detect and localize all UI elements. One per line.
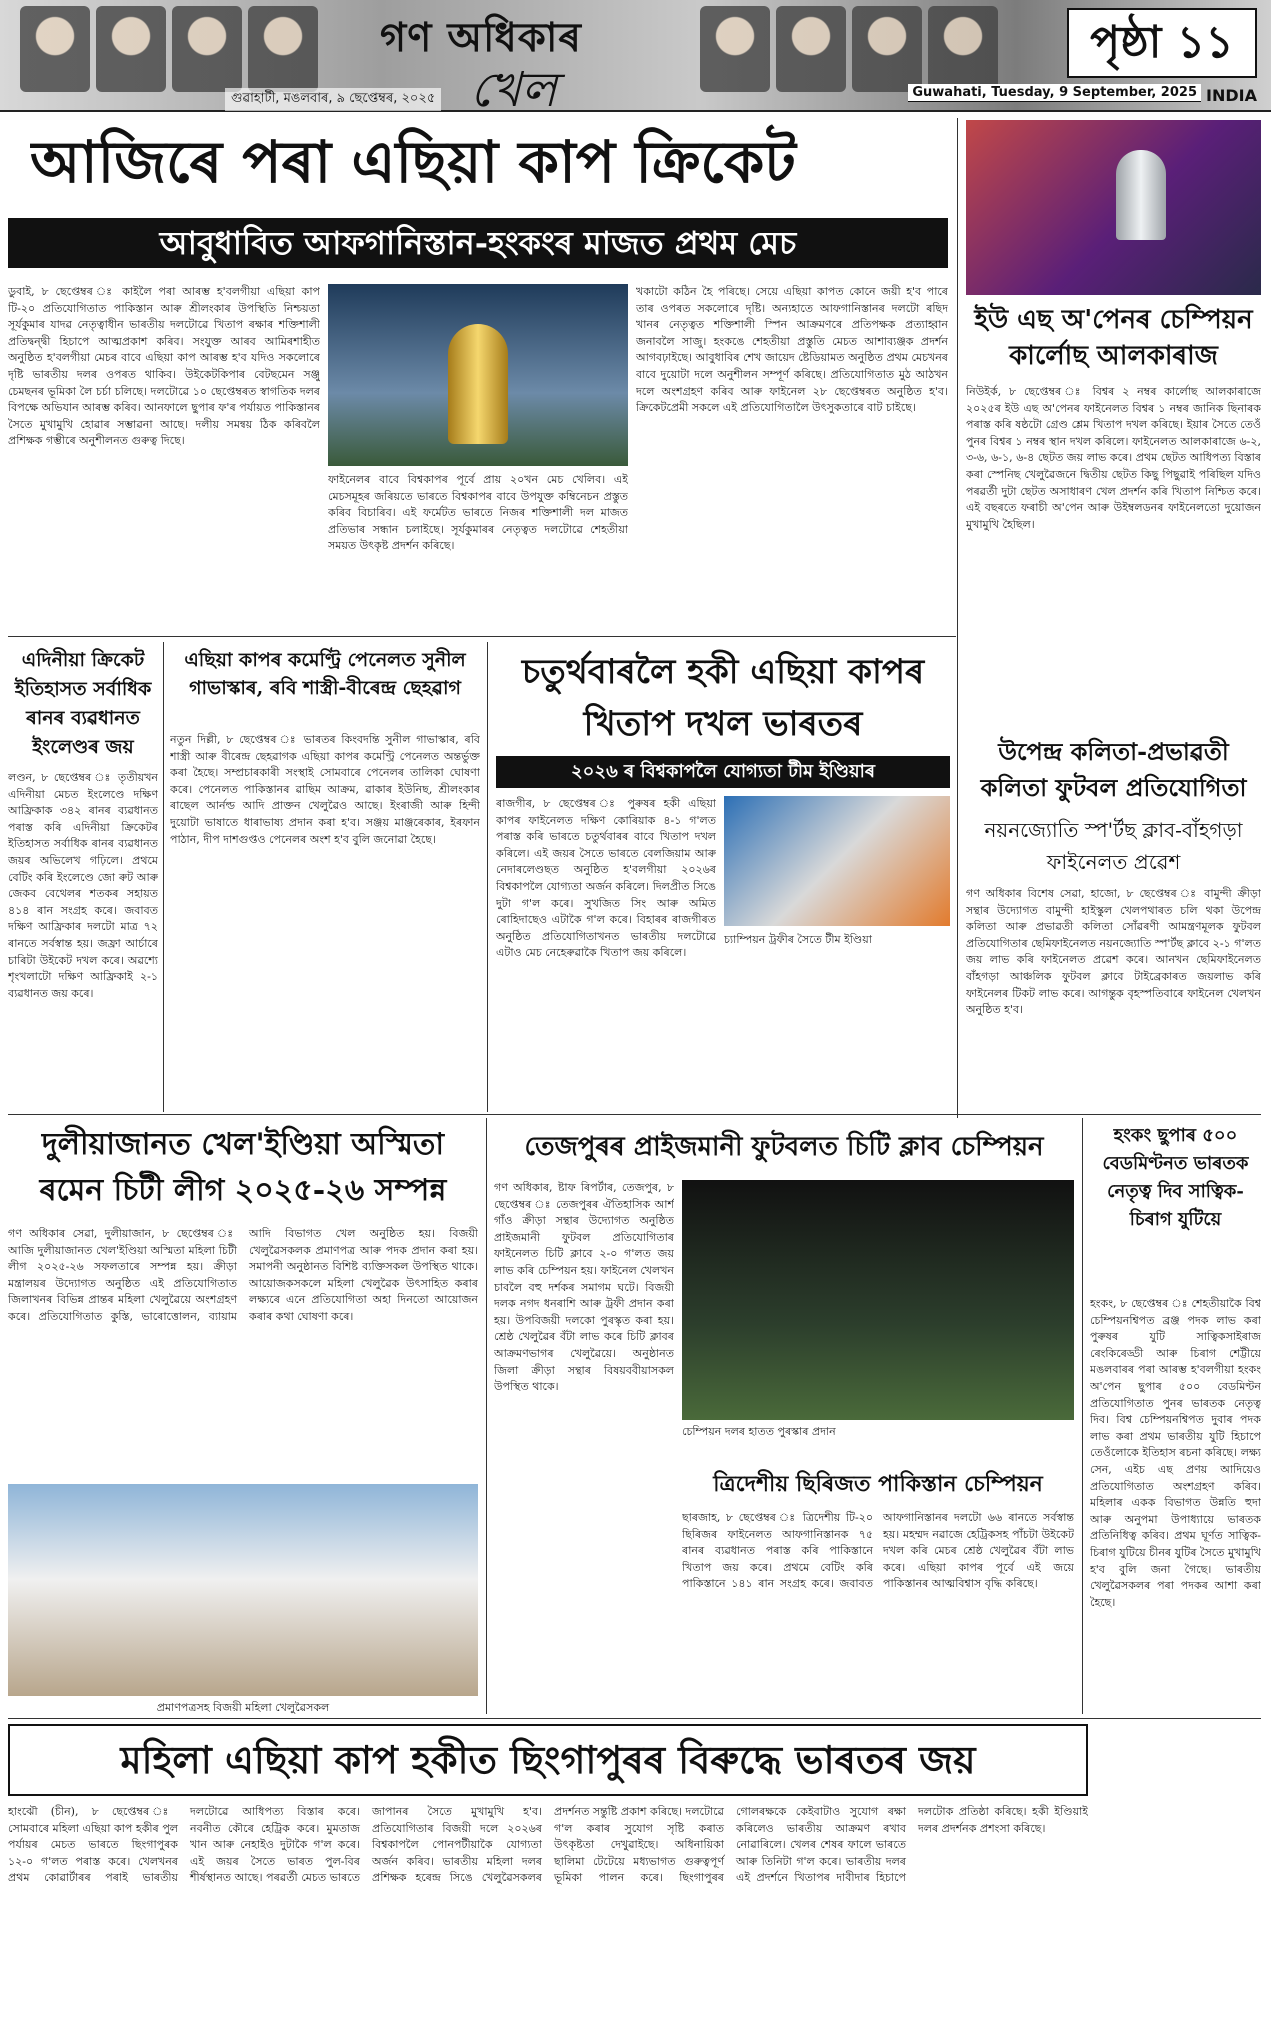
section-logo: খেল xyxy=(470,62,557,118)
duliajan-players-photo xyxy=(8,1484,478,1696)
section-divider xyxy=(8,636,956,637)
tournament-body: গণ অধিকাৰ বিশেষ সেৱা, হাজো, ৮ ছেপ্তেম্বৰ ঃ বামুন্দী ক্ৰীড়া সন্থাৰ উদ্যোগত বামুন্দী হাইস্কুল খেলপথাৰত চলি থকা উপেন্দ্ৰ কলিতা আৰু প্ৰভাৱতী কলিতা সোঁৱৰণী আমন্ত্ৰণমূলক ফুটবল প্ৰতিযোগিতাৰ ছেমিফাইনেলত নয়নজ্যোতি স্প'ৰ্টছ ক্লাবে ২-১ গ'লত জয় লাভ কৰি ফাইনেলত প্ৰৱেশ কৰে। আনখন ছেমিফাইনেলত বাঁহগড়া আঞ্চলিক ফুটবল ক্লাবে টাইব্ৰেকাৰত জয়লাভ কৰি ফাইনেলৰ টিকট লাভ কৰে। আগন্তুক বৃহস্পতিবাৰে ফাইনেল খেলখন অনুষ্ঠিত হ'ব। xyxy=(966,887,1261,1017)
trophy-icon xyxy=(1116,150,1166,240)
asia-cup-trophy-photo xyxy=(328,284,628,466)
duliajan-body: গণ অধিকাৰ সেৱা, দুলীয়াজান, ৮ ছেপ্তেম্বৰ ঃ আজি দুলীয়াজানত খেল'ইণ্ডিয়া অস্মিতা মহিলা চিটী লীগ ২০২৫-২৬ সফলতাৰে সম্পন্ন হয়। ক্ৰীড়া মন্ত্ৰালয়ৰ উদ্যোগত অনুষ্ঠিত এই প্ৰতিযোগিতাত জিলাখনৰ বিভিন্ন প্ৰান্তৰ মহিলা খেলুৱৈয়ে অংশগ্ৰহণ কৰে। প্ৰতিযোগিতাত কুস্তি, ভাৰোত্তোলন, ব্যায়াম আদি বিভাগত খেল অনুষ্ঠিত হয়। বিজয়ী খেলুৱৈসকলক প্ৰমাণপত্ৰ আৰু পদক প্ৰদান কৰা হয়। সমাপনী অনুষ্ঠানত বিশিষ্ট ব্যক্তিসকল উপস্থিত থাকে। আয়োজকসকলে মহিলা খেলুৱৈক উৎসাহিত কৰাৰ লক্ষ্যৰে এনে প্ৰতিযোগিতা অহা দিনতো আয়োজন কৰাৰ কথা ঘোষণা কৰে। xyxy=(8,1227,478,1323)
alcaraz-trophy-photo xyxy=(966,120,1261,295)
hockey-band: ২০২৬ ৰ বিশ্বকাপলৈ যোগ্যতা টীম ইণ্ডিয়াৰ xyxy=(496,756,950,788)
column-divider xyxy=(163,642,164,1112)
hockey-photo-caption: চ্যাম্পিয়ন ট্ৰফীৰ সৈতে টীম ইণ্ডিয়া xyxy=(724,933,872,946)
masthead-photo-2 xyxy=(96,6,166,92)
column-divider xyxy=(487,642,488,1112)
column-divider xyxy=(486,1118,487,1714)
column-divider xyxy=(957,118,958,1118)
section-divider xyxy=(8,1718,1261,1719)
lead-band: আবুধাবিত আফগানিস্তান-হংকংৰ মাজত প্ৰথম মেচ xyxy=(8,218,948,268)
tezpur-champions-photo xyxy=(682,1180,1074,1420)
section-divider xyxy=(8,1114,1261,1115)
masthead-photo-1 xyxy=(20,6,90,92)
pakistan-headline[interactable]: ত্ৰিদেশীয় ছিৰিজত পাকিস্তান চেম্পিয়ন xyxy=(713,1471,1043,1497)
women-hockey-headline-box xyxy=(8,1724,1088,1796)
tezpur-headline[interactable]: তেজপুৰৰ প্ৰাইজমানী ফুটবলত চিটি ক্লাব চেম্পিয়ন xyxy=(524,1132,1044,1162)
badminton-headline[interactable]: হংকং ছুপাৰ ৫০০ বেডমিণ্টনত ভাৰতক নেতৃত্ব দিব সাত্বিক-চিৰাগ যুটিয়ে xyxy=(1102,1125,1249,1230)
lead-column-3: খকাটো কঠিন হৈ পৰিছে। সেয়ে এছিয়া কাপত কোনে জয়ী হ'ব পাৰে তাৰ ওপৰত সকলোৰে দৃষ্টি। অন্যহাতে আফগানিস্তানৰ দলটো ৰছিদ খানৰ নেতৃত্বত শক্তিশালী স্পিন আক্ৰমণৰে প্ৰতিপক্ষক প্ৰত্যাহ্বান জনাবলৈ সাজু। হংকঙে শেহতীয়া প্ৰস্তুতি মেচত আশাব্যঞ্জক প্ৰদৰ্শন আগবঢ়াইছে। আবুধাবিৰ শেখ জায়েদ ষ্টেডিয়ামত অনুষ্ঠিত প্ৰথম মেচখনৰ বাবে দুয়োটা দলে অনুশীলন সম্পূৰ্ণ কৰিছে। প্ৰতিযোগিতাত মুঠ আঠখন দলে অংশগ্ৰহণ কৰিব আৰু ফাইনেল ২৮ ছেপ্তেম্বৰত অনুষ্ঠিত হ'ব। ক্ৰিকেটপ্ৰেমী সকলে এই প্ৰতিযোগিতালৈ উৎসুকতাৰে বাট চাইছে। xyxy=(636,285,948,415)
lead-photo-caption: ফাইনেলৰ বাবে বিশ্বকাপৰ পূৰ্বে প্ৰায় ২০খন মেচ খেলিব। এই মেচসমূহৰ জৰিয়তে ভাৰতে বিশ্বকাপৰ বাবে উপযুক্ত কম্বিনেচন প্ৰস্তুত কৰিব বিচাৰিব। এই ফৰ্মেটত ভাৰতে নিজৰ শক্তিশালী দল মাজত প্ৰতিভাৰ সন্ধান চলাইছে। সূৰ্যকুমাৰৰ নেতৃত্বত দলটোৱে শেহতীয়া সময়ত উৎকৃষ্ট প্ৰদৰ্শন কৰিছে। xyxy=(328,473,628,553)
women-hockey-headline[interactable]: মহিলা এছিয়া কাপ হকীত ছিংগাপুৰৰ বিৰুদ্ধে ভাৰতৰ জয় xyxy=(120,1737,976,1782)
masthead-photo-4 xyxy=(248,6,318,92)
newspaper-logo[interactable]: গণ অধিকাৰ xyxy=(380,14,582,61)
lead-column-1: ডুবাই, ৮ ছেপ্তেম্বৰ ঃ কাইলৈ পৰা আৰম্ভ হ'বলগীয়া এছিয়া কাপ টি-২০ প্ৰতিযোগিতাত পাকিস্তান আৰু শ্ৰীলংকাৰ উপস্থিতি নিশ্চয়তা সূৰ্যকুমাৰ যাদৱ নেতৃত্বাধীন ভাৰতীয় দলটোৱে খিতাপ ৰক্ষাৰ শক্তিশালী প্ৰতিদ্বন্দ্বী হিচাপে আত্মপ্ৰকাশ কৰিব। সংযুক্ত আৰব আমিৰশাহীত অনুষ্ঠিত হ'বলগীয়া মেচৰ বাবে এছিয়া কাপ আৰম্ভ হ'ব যদিও সকলোৰে দৃষ্টি ভাৰতীয় দলৰ ওপৰত থাকিব। উইকেটকিপাৰ বেটছমেন সঞ্জু চেমছনৰ ভূমিকা লৈ চৰ্চা চলিছে। দলটোৱে ১০ ছেপ্তেম্বৰত স্বাগতিক দলৰ বিপক্ষে অভিযান আৰম্ভ কৰিব। আনফালে ছুপাৰ ফ'ৰ পৰ্যায়ত পাকিস্তানৰ সৈতে মুখামুখি হোৱাৰ সম্ভাৱনা আছে। দলীয় সমন্বয় ঠিক কৰিবলৈ প্ৰশিক্ষক গম্ভীৰে অনুশীলনত গুৰুত্ব দিছে। xyxy=(8,285,320,448)
duliajan-headline[interactable]: দুলীয়াজানত খেল'ইণ্ডিয়া অস্মিতা ৰমেন চিটী লীগ ২০২৫-২৬ সম্পন্ন xyxy=(39,1127,447,1208)
tennis-headline[interactable]: ইউ এছ অ'পেনৰ চেম্পিয়ন কাৰ্লোছ আলকাৰাজ xyxy=(974,305,1253,371)
tezpur-body: গণ অধিকাৰ, ষ্টাফ ৰিপৰ্টাৰ, তেজপুৰ, ৮ ছেপ্তেম্বৰ ঃ তেজপুৰৰ ঐতিহাসিক আৰ্শ গাঁও ক্ৰীড়া সন্থাৰ উদ্যোগত অনুষ্ঠিত প্ৰাইজমানী ফুটবল প্ৰতিযোগিতাৰ ফাইনেলত চিটি ক্লাবে ২-০ গ'লত জয় লাভ কৰি চেম্পিয়ন হয়। ফাইনেল খেলখন চাবলৈ বহু দৰ্শকৰ সমাগম ঘটে। বিজয়ী দলক নগদ ধনৰাশি আৰু ট্ৰফী প্ৰদান কৰা হয়। উপবিজয়ী দলকো পুৰস্কৃত কৰা হয়। শ্ৰেষ্ঠ খেলুৱৈৰ বঁটা লাভ কৰে চিটি ক্লাবৰ আক্ৰমণভাগৰ খেলুৱৈয়ে। অনুষ্ঠানত জিলা ক্ৰীড়া সন্থাৰ বিষয়ববীয়াসকল উপস্থিত থাকে। xyxy=(494,1181,674,1394)
tournament-subheadline: নয়নজ্যোতি স্প'ৰ্টছ ক্লাব-বাঁহগড়া ফাইনেলত প্ৰৱেশ xyxy=(984,818,1243,874)
page-number: পৃষ্ঠা ১১ xyxy=(1067,8,1257,78)
masthead-photo-3 xyxy=(172,6,242,92)
women-hockey-body: হাংঝৌ (চীন), ৮ ছেপ্তেম্বৰ ঃ সোমবাৰে মহিলা এছিয়া কাপ হকীৰ পুল পৰ্যায়ৰ মেচত ভাৰতে ছিংগাপুৰক ১২-০ গ'লত পৰাস্ত কৰে। খেলখনৰ প্ৰথম কোৱাৰ্টাৰৰ পৰাই ভাৰতীয় দলটোৱে আধিপত্য বিস্তাৰ কৰে। নবনীত কৌৰে হেট্ৰিক কৰে। মুমতাজ খান আৰু নেহাইও দুটাকৈ গ'ল কৰে। এই জয়ৰ সৈতে ভাৰত পুল-বিৰ শীৰ্ষস্থানত আছে। পৰৱৰ্তী মেচত ভাৰতে জাপানৰ সৈতে মুখামুখি হ'ব। প্ৰতিযোগিতাৰ বিজয়ী দলে ২০২৬ৰ বিশ্বকাপলৈ পোনপটীয়াকৈ যোগ্যতা অৰ্জন কৰিব। ভাৰতীয় মহিলা দলৰ প্ৰশিক্ষক হৰেন্দ্ৰ সিঙে খেলুৱৈসকলৰ প্ৰদৰ্শনত সন্তুষ্টি প্ৰকাশ কৰিছে। দলটোৱে গ'ল কৰাৰ সুযোগ সৃষ্টি কৰাত উৎকৃষ্টতা দেখুৱাইছে। অধিনায়িকা ছালিমা টেটেয়ে মধ্যভাগত গুৰুত্বপূৰ্ণ ভূমিকা পালন কৰে। ছিংগাপুৰৰ গোলৰক্ষকে কেইবাটাও সুযোগ ৰক্ষা কৰিলেও ভাৰতীয় আক্ৰমণ ৰখাব নোৱাৰিলে। খেলৰ শেষৰ ফালে ভাৰতে আৰু তিনিটা গ'ল কৰে। ভাৰতীয় দলৰ এই প্ৰদৰ্শনে খিতাপৰ দাবীদাৰ হিচাপে দলটোক প্ৰতিষ্ঠা কৰিছে। হকী ইণ্ডিয়াই দলৰ প্ৰদৰ্শনক প্ৰশংসা কৰিছে। xyxy=(8,1805,1088,1885)
pakistan-body: ছাৰজাহ, ৮ ছেপ্তেম্বৰ ঃ ত্ৰিদেশীয় টি-২০ ছিৰিজৰ ফাইনেলত আফগানিস্তানক ৭৫ ৰানৰ ব্যৱধানত পৰাস্ত কৰি পাকিস্তানে খিতাপ জয় কৰে। প্ৰথমে বেটিং কৰি পাকিস্তানে ১৪১ ৰান সংগ্ৰহ কৰে। জবাবত আফগানিস্তানৰ দলটো ৬৬ ৰানতে সৰ্বস্বান্ত হয়। মহম্মদ নৱাজে হেট্ৰিকসহ পাঁচটা উইকেট দখল কৰি মেচৰ শ্ৰেষ্ঠ খেলুৱৈৰ বঁটা লাভ কৰে। এছিয়া কাপৰ পূৰ্বে এই জয়ে পাকিস্তানৰ আত্মবিশ্বাস বৃদ্ধি কৰিছে। xyxy=(682,1511,1074,1591)
england-body: লণ্ডন, ৮ ছেপ্তেম্বৰ ঃ তৃতীয়খন এদিনীয়া মেচত ইংলেণ্ডে দক্ষিণ আফ্ৰিকাক ৩৪২ ৰানৰ ব্যৱধানত পৰাস্ত কৰি এদিনীয়া ক্ৰিকেটৰ ইতিহাসত সৰ্বাধিক ৰানৰ ব্যৱধানত জয়ৰ অভিলেখ গঢ়িলে। প্ৰথমে বেটিং কৰি ইংলেণ্ডে জো ৰুট আৰু জেকব বেথেলৰ শতকৰ সহায়ত ৪১৪ ৰান সংগ্ৰহ কৰে। জবাবত দক্ষিণ আফ্ৰিকাৰ দলটো মাত্ৰ ৭২ ৰানতে সৰ্বস্বান্ত হয়। জফ্ৰা আৰ্চাৰে চাৰিটা উইকেট দখল কৰে। অৱশ্যে শৃংখলাটো দক্ষিণ আফ্ৰিকাই ২-১ ব্যৱধানত জয় কৰে। xyxy=(8,771,158,1000)
badminton-body: হংকং, ৮ ছেপ্তেম্বৰ ঃ শেহতীয়াকৈ বিশ্ব চেম্পিয়নশ্বিপত ব্ৰঞ্জ পদক লাভ কৰা পুৰুষৰ যুটি সাত্বিকসাইৰাজ ৰেংকিৰেড্ডী আৰু চিৰাগ শেট্টীয়ে মঙলবাৰৰ পৰা আৰম্ভ হ'বলগীয়া হংকং অ'পেন ছুপাৰ ৫০০ বেডমিণ্টন প্ৰতিযোগিতাত পুনৰ ভাৰতক নেতৃত্ব দিব। বিশ্ব চেম্পিয়নশ্বিপত দুবাৰ পদক লাভ কৰা প্ৰথম ভাৰতীয় যুটি হিচাপে তেওঁলোকে ইতিহাস ৰচনা কৰিছে। লক্ষ্য সেন, এইচ এছ প্ৰণয় আদিয়েও প্ৰতিযোগিতাত অংশগ্ৰহণ কৰিব। মহিলাৰ একক বিভাগত উন্নতি হুদা আৰু অনুপমা উপাধ্যায়ে ভাৰতক প্ৰতিনিধিত্ব কৰিব। প্ৰথম ঘূৰ্ণত সাত্বিক-চিৰাগ যুটিয়ে চীনৰ যুটিৰ সৈতে মুখামুখি হ'ব বুলি জনা গৈছে। ভাৰতীয় খেলুৱৈসকলৰ পৰা পদকৰ আশা কৰা হৈছে। xyxy=(1090,1297,1261,1609)
masthead-photo-7 xyxy=(852,6,922,92)
tournament-headline[interactable]: উপেন্দ্ৰ কলিতা-প্ৰভাৱতী কলিতা ফুটবল প্ৰতিযোগিতা xyxy=(980,737,1247,802)
hockey-headline[interactable]: চতুৰ্থবাৰলৈ হকী এছিয়া কাপৰ খিতাপ দখল ভাৰতৰ xyxy=(521,652,925,744)
england-headline[interactable]: এদিনীয়া ক্ৰিকেট ইতিহাসত সৰ্বাধিক ৰানৰ ব্যৱধানত ইংলেণ্ডৰ জয় xyxy=(14,649,152,758)
hockey-body: ৰাজগীৰ, ৮ ছেপ্তেম্বৰ ঃ পুৰুষৰ হকী এছিয়া কাপৰ ফাইনেলত দক্ষিণ কোৰিয়াক ৪-১ গ'লত পৰাস্ত কৰি ভাৰতে চতুৰ্থবাৰৰ বাবে খিতাপ দখল কৰিলে। এই জয়ৰ সৈতে ভাৰতে বেলজিয়াম আৰু নেদাৰলেণ্ডছত অনুষ্ঠিত হ'বলগীয়া ২০২৬ৰ বিশ্বকাপলৈ যোগ্যতা অৰ্জন কৰিলে। দিলপ্ৰীত সিঙে দুটা গ'ল কৰে। সুখজিত সিং আৰু অমিত ৰোহিদাছেও এটাকৈ গ'ল কৰে। বিহাৰৰ ৰাজগীৰত অনুষ্ঠিত প্ৰতিযোগিতাখনত ভাৰতীয় দলটোৱে এটাও মেচ নেহেৰুৱাকৈ খিতাপ জয় কৰিলে। xyxy=(496,797,716,960)
masthead-photo-8 xyxy=(928,6,998,92)
edition-label: INDIA xyxy=(1206,86,1257,105)
commentary-body: নতুন দিল্লী, ৮ ছেপ্তেম্বৰ ঃ ভাৰতৰ কিংবদন্তি সুনীল গাভাস্কাৰ, ৰবি শাস্ত্ৰী আৰু বীৰেন্দ্ৰ ছেহৱাগক এছিয়া কাপৰ কমেণ্ট্ৰি পেনেলত অন্তৰ্ভুক্ত কৰা হৈছে। সম্প্ৰচাৰকাৰী সংস্থাই সোমবাৰে পেনেলৰ তালিকা ঘোষণা কৰে। পেনেলত পাকিস্তানৰ ৱাছিম আক্ৰম, ৱাকাৰ ইউনিছ, শ্ৰীলংকাৰ ৰাছেল আৰ্নল্ড আদি প্ৰাক্তন খেলুৱৈও আছে। ইংৰাজী আৰু হিন্দী দুয়োটা ভাষাতে ধাৰাভাষ্য প্ৰদান কৰা হ'ব। সঞ্জয় মাঞ্জৰেকাৰ, ইৰফান পাঠান, দীপ দাশগুপ্তও পেনেলৰ অংশ হ'ব বুলি জনোৱা হৈছে। xyxy=(170,733,480,846)
commentary-headline[interactable]: এছিয়া কাপৰ কমেণ্ট্ৰি পেনেলত সুনীল গাভাস্কাৰ, ৰবি শাস্ত্ৰী-বীৰেন্দ্ৰ ছেহৱাগ xyxy=(184,649,466,699)
tezpur-photo-caption: চেম্পিয়ন দলৰ হাতত পুৰস্কাৰ প্ৰদান xyxy=(682,1425,836,1438)
date-assamese: গুৱাহাটী, মঙলবাৰ, ৯ ছেপ্তেম্বৰ, ২০২৫ xyxy=(225,88,441,111)
column-divider xyxy=(1082,1118,1083,1714)
hockey-team-photo xyxy=(724,796,950,926)
masthead-photo-5 xyxy=(700,6,770,92)
lead-headline[interactable]: আজিৰে পৰা এছিয়া কাপ ক্ৰিকেট xyxy=(30,128,796,196)
tennis-body: নিউইৰ্ক, ৮ ছেপ্তেম্বৰ ঃ বিশ্বৰ ২ নম্বৰ কাৰ্লোছ আলকাৰাজে ২০২৫ৰ ইউ এছ অ'পেনৰ ফাইনেলত বিশ্বৰ ১ নম্বৰ জানিক ছিনাৰক পৰাস্ত কৰি ষষ্ঠটো গ্ৰেণ্ড শ্লেম খিতাপ দখল কৰিছে। ইয়াৰ সৈতে তেওঁ পুনৰ বিশ্বৰ ১ নম্বৰ স্থান দখল কৰিলে। ফাইনেলত আলকাৰাজে ৬-২, ৩-৬, ৬-১, ৬-৪ ছেটত জয় লাভ কৰে। প্ৰথম ছেটত আধিপত্য বিস্তাৰ কৰা স্পেনিছ খেলুৱৈজনে দ্বিতীয় ছেটত কিছু পিছুৱাই পৰিছিল যদিও পৰৱৰ্তী দুটা ছেটত অসাধাৰণ খেল প্ৰদৰ্শন কৰি খিতাপ নিশ্চিত কৰে। এই বছৰতে ফৰাচী অ'পেন আৰু উইম্বলডনৰ ফাইনেলতো দুয়োজন মুখামুখি হৈছিল। xyxy=(966,385,1261,531)
trophy-icon xyxy=(448,324,508,444)
date-english: Guwahati, Tuesday, 9 September, 2025 xyxy=(908,84,1201,102)
masthead-photo-6 xyxy=(776,6,846,92)
duliajan-photo-caption: প্ৰমাণপত্ৰসহ বিজয়ী মহিলা খেলুৱৈসকল xyxy=(156,1701,330,1714)
masthead xyxy=(0,0,1271,118)
